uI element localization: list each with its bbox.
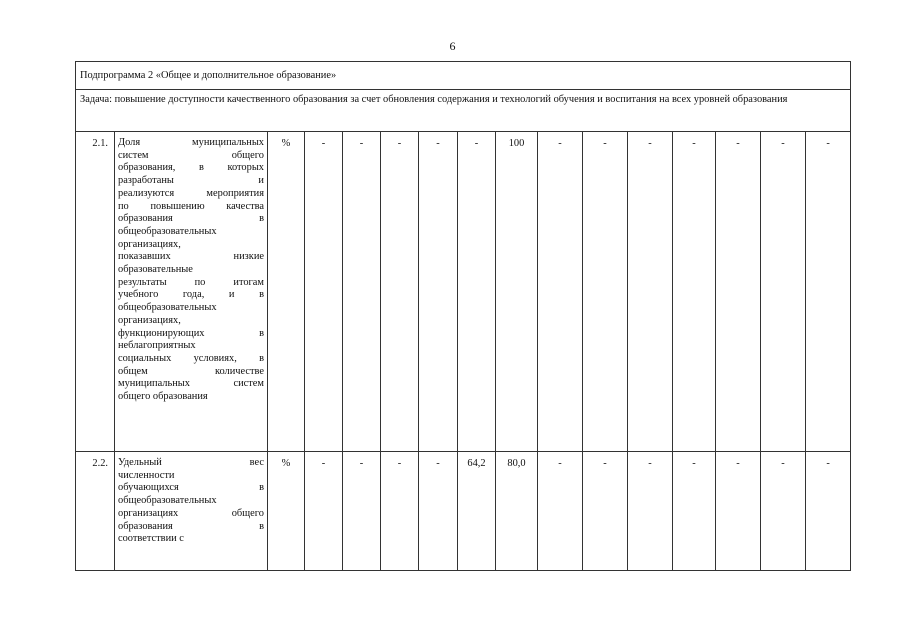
indicators-table <box>75 61 851 571</box>
table-row <box>76 452 851 571</box>
value-cell: - <box>381 452 419 571</box>
row-number: 2.2. <box>76 452 115 571</box>
description-line: учебного года, и в <box>118 289 264 301</box>
value-cell: - <box>583 132 628 452</box>
table-row <box>76 132 851 452</box>
description-line: общеобразовательных <box>118 302 217 314</box>
description-line: социальных условиях, в <box>118 352 264 364</box>
value-cell: 64,2 <box>458 452 496 571</box>
description-line: неблагоприятных <box>118 340 196 352</box>
value-cell: - <box>761 132 806 452</box>
value-cell: - <box>381 132 419 452</box>
value-cell: - <box>806 452 851 571</box>
value-cell: - <box>419 452 458 571</box>
description-line: организациях, <box>118 238 181 250</box>
value-cell: - <box>673 452 716 571</box>
task-row <box>76 90 851 132</box>
value-cell: - <box>419 132 458 452</box>
value-cell: - <box>673 132 716 452</box>
description-line: показавших низкие <box>118 251 264 263</box>
description-line: Удельный вес <box>118 457 264 468</box>
value-cell: - <box>628 452 673 571</box>
description-line: образовательные <box>118 264 193 276</box>
description-line: реализуются мероприятия <box>118 187 264 199</box>
description-line: соответствии с <box>118 533 184 545</box>
description-line: организациях общего <box>118 507 264 519</box>
indicator-description <box>115 132 268 452</box>
value-cell: - <box>305 132 343 452</box>
value-cell: - <box>628 132 673 452</box>
value-cell: - <box>761 452 806 571</box>
description-line: численности <box>118 469 175 481</box>
description-line: по повышению качества <box>118 200 264 212</box>
description-line: систем общего <box>118 149 264 161</box>
value-cell: - <box>538 132 583 452</box>
value-cell: - <box>343 452 381 571</box>
description-line: образования, в которых <box>118 162 264 174</box>
value-cell: - <box>458 132 496 452</box>
indicator-description <box>115 452 268 571</box>
subprogram-row <box>76 62 851 90</box>
value-cell: - <box>343 132 381 452</box>
description-line: Доля муниципальных <box>118 137 264 148</box>
description-line: образования в <box>118 213 264 225</box>
value-cell: 80,0 <box>496 452 538 571</box>
description-line: общеобразовательных <box>118 495 217 507</box>
description-line: образования в <box>118 520 264 532</box>
page-number: 6 <box>449 39 456 53</box>
description-line: организациях, <box>118 314 181 326</box>
row-number: 2.1. <box>76 132 115 452</box>
value-cell: - <box>583 452 628 571</box>
description-line: результаты по итогам <box>118 276 264 288</box>
subprogram-title: Подпрограмма 2 «Общее и дополнительное образование» <box>76 62 851 90</box>
value-cell: - <box>305 452 343 571</box>
value-cell: - <box>716 452 761 571</box>
description-line: муниципальных систем <box>118 378 264 390</box>
description-line: общем количестве <box>118 365 264 377</box>
description-line: разработаны и <box>118 175 264 187</box>
description-line: общего образования <box>118 391 208 403</box>
task-text: Задача: повышение доступности качественного образования за счет обновления содержания и технологий обучения и воспитания на всех уровней образования <box>76 90 851 132</box>
value-cell: - <box>538 452 583 571</box>
unit-cell: % <box>268 132 305 452</box>
value-cell: 100 <box>496 132 538 452</box>
value-cell: - <box>806 132 851 452</box>
value-cell: - <box>716 132 761 452</box>
description-line: обучающихся в <box>118 482 264 494</box>
unit-cell: % <box>268 452 305 571</box>
description-line: функционирующих в <box>118 327 264 339</box>
description-line: общеобразовательных <box>118 225 217 237</box>
